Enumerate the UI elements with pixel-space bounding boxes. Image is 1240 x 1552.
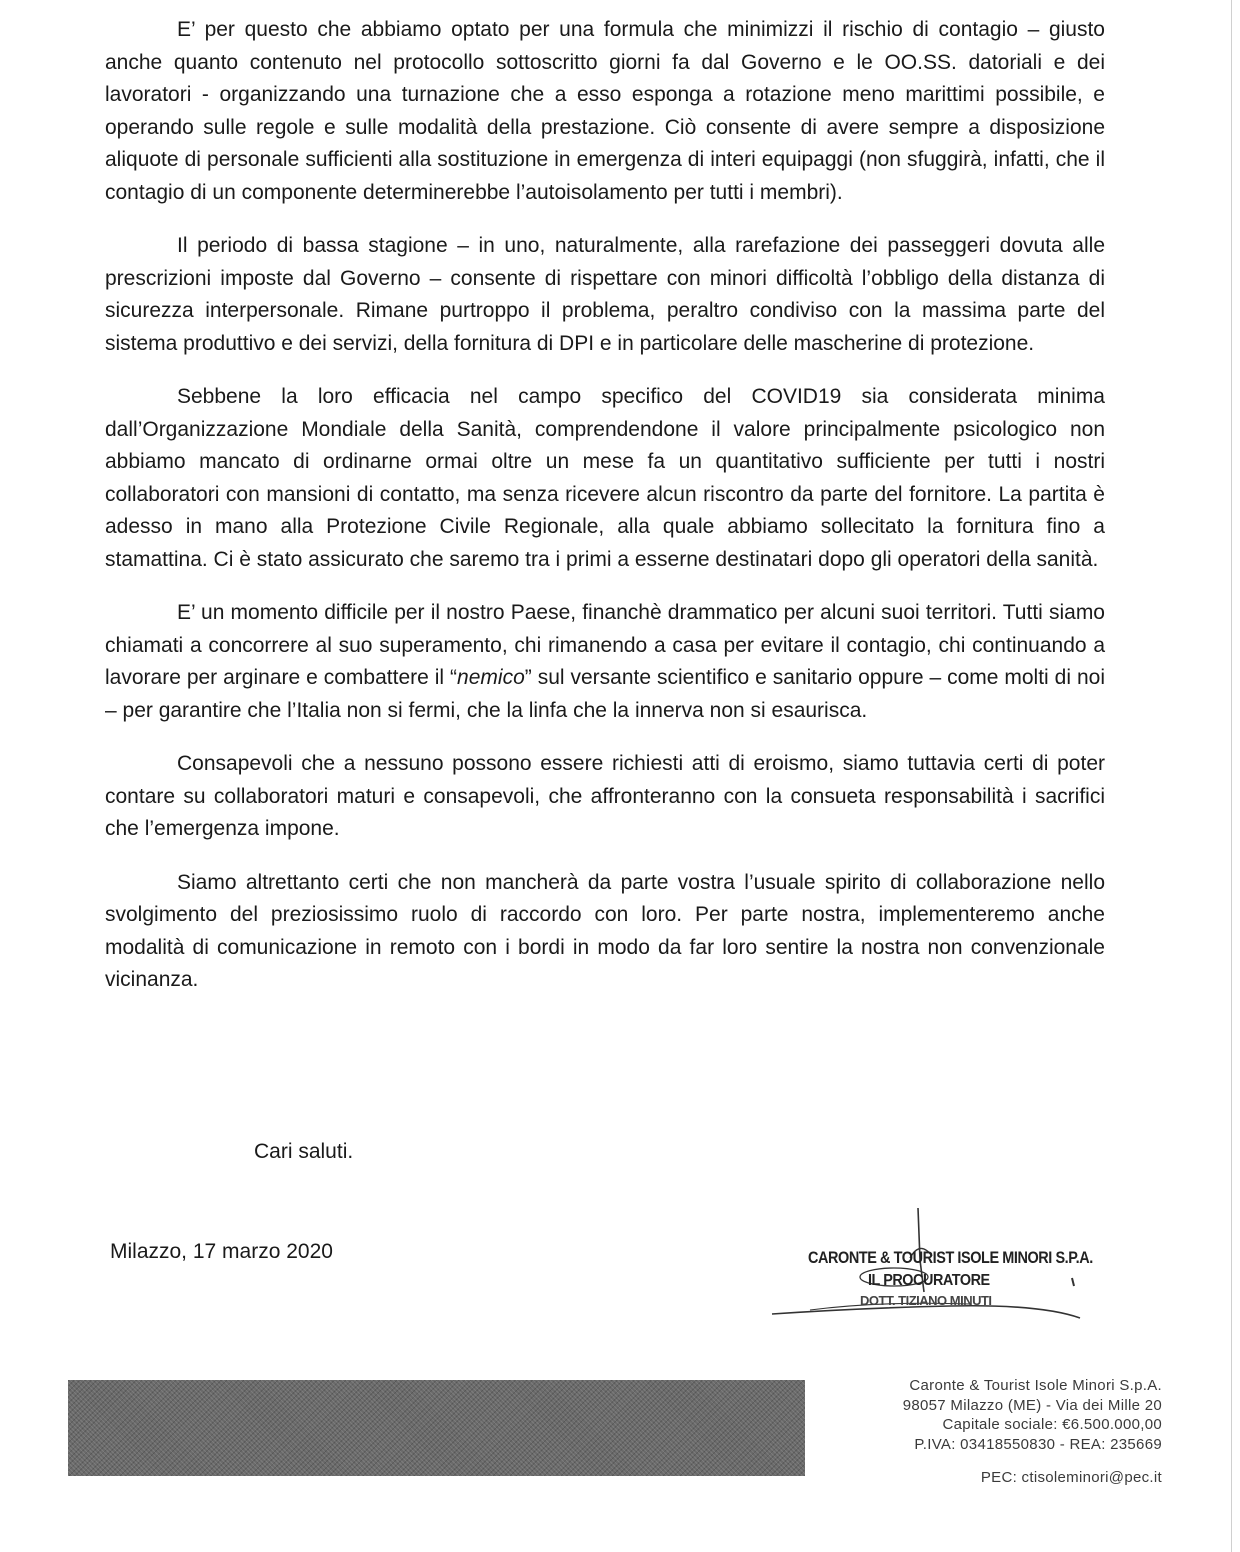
footer-address: 98057 Milazzo (ME) - Via dei Mille 20: [902, 1396, 1162, 1414]
footer-capital: Capitale sociale: €6.500.000,00: [942, 1416, 1162, 1433]
stamp-name: DOTT. TIZIANO MINUTI: [860, 1293, 992, 1308]
scan-page-edge: [1231, 0, 1232, 1552]
stamp-company: CARONTE & TOURIST ISOLE MINORI S.P.A.: [808, 1248, 1093, 1267]
footer-pec: PEC: ctisoleminori@pec.it: [980, 1469, 1162, 1486]
paragraph-4: [105, 597, 1105, 727]
paragraph-4-end: ” sul versante scientifico e sanitario oppure – come molti di noi – per garantire che l’Italia non si fermi, che la linfa che la innerva non si esaurisca.: [105, 666, 1105, 722]
closing-greeting: Cari saluti.: [254, 1140, 354, 1163]
signature-stamp: [770, 1200, 1100, 1330]
company-footer: [903, 1376, 1162, 1488]
paragraph-4-start: E’ un momento difficile per il nostro Paese, financhè drammatico per alcuni suoi territori. Tutti siamo chiamati a concorrere al suo superamento, chi rimanendo a casa per evitare il contagio, chi continuando a lavorare per arginare e combattere il “: [105, 601, 1105, 689]
stamp-role: IL PROCURATORE: [868, 1272, 990, 1289]
footer-company: Caronte & Tourist Isole Minori S.p.A.: [909, 1377, 1162, 1394]
paragraph-3: Sebbene la loro efficacia nel campo specifico del COVID19 sia considerata minima dall’Organizzazione Mondiale della Sanità, comprendendone il valore principalmente psicologico non abbiamo mancato di ordinarne ormai oltre un mese fa un quantitativo sufficiente per tutti i nostri collaboratori con mansioni di contatto, ma senza ricevere alcun riscontro da parte del fornitore. La partita è adesso in mano alla Protezione Civile Regionale, alla quale abbiamo sollecitato la fornitura fino a stamattina. Ci è stato assicurato che saremo tra i primi a esserne destinatari dopo gli operatori della sanità.: [105, 385, 1105, 571]
paragraph-6: Siamo altrettanto certi che non mancherà da parte vostra l’usuale spirito di collaborazione nello svolgimento del preziosissimo ruolo di raccordo con loro. Per parte nostra, implementeremo anche modalità di comunicazione in remoto con i bordi in modo da far loro sentire la nostra non convenzionale vicinanza.: [105, 870, 1105, 991]
paragraph-1: E’ per questo che abbiamo optato per una formula che minimizzi il rischio di contagio – giusto anche quanto contenuto nel protocollo sottoscritto giorni fa dal Governo e le OO.SS. datoriali e dei lavoratori - organizzando una turnazione che a esso esponga a rotazione meno marittimi possibile, e operando sulle regole e sulle modalità della prestazione. Ciò consente di avere sempre a disposizione aliquote di personale sufficienti alla sostituzione in emergenza di interi equipaggi (non sfuggirà, infatti, che il contagio di un componente determinerebbe l’autoisolamento per tutti i membri).: [105, 18, 1105, 204]
paragraph-2: Il periodo di bassa stagione – in uno, naturalmente, alla rarefazione dei passeggeri dovuta alle prescrizioni imposte dal Governo – consente di rispettare con minori difficoltà l’obbligo della distanza di sicurezza interpersonale. Rimane purtroppo il problema, peraltro condiviso con la massima parte del sistema produttivo e dei servizi, della fornitura di DPI e in particolare delle mascherine di protezione.: [105, 234, 1105, 355]
paragraph-5: Consapevoli che a nessuno possono essere richiesti atti di eroismo, siamo tuttavia certi di poter contare su collaboratori maturi e consapevoli, che affronteranno con la consueta responsabilità i sacrifici che l’emergenza impone.: [105, 752, 1105, 840]
place-date: Milazzo, 17 marzo 2020: [110, 1240, 333, 1263]
footer-vat: P.IVA: 03418550830 - REA: 235669: [914, 1435, 1162, 1453]
letter-body: [105, 14, 1105, 1018]
paragraph-4-emphasis: nemico: [457, 666, 525, 689]
redacted-block: [68, 1380, 805, 1476]
